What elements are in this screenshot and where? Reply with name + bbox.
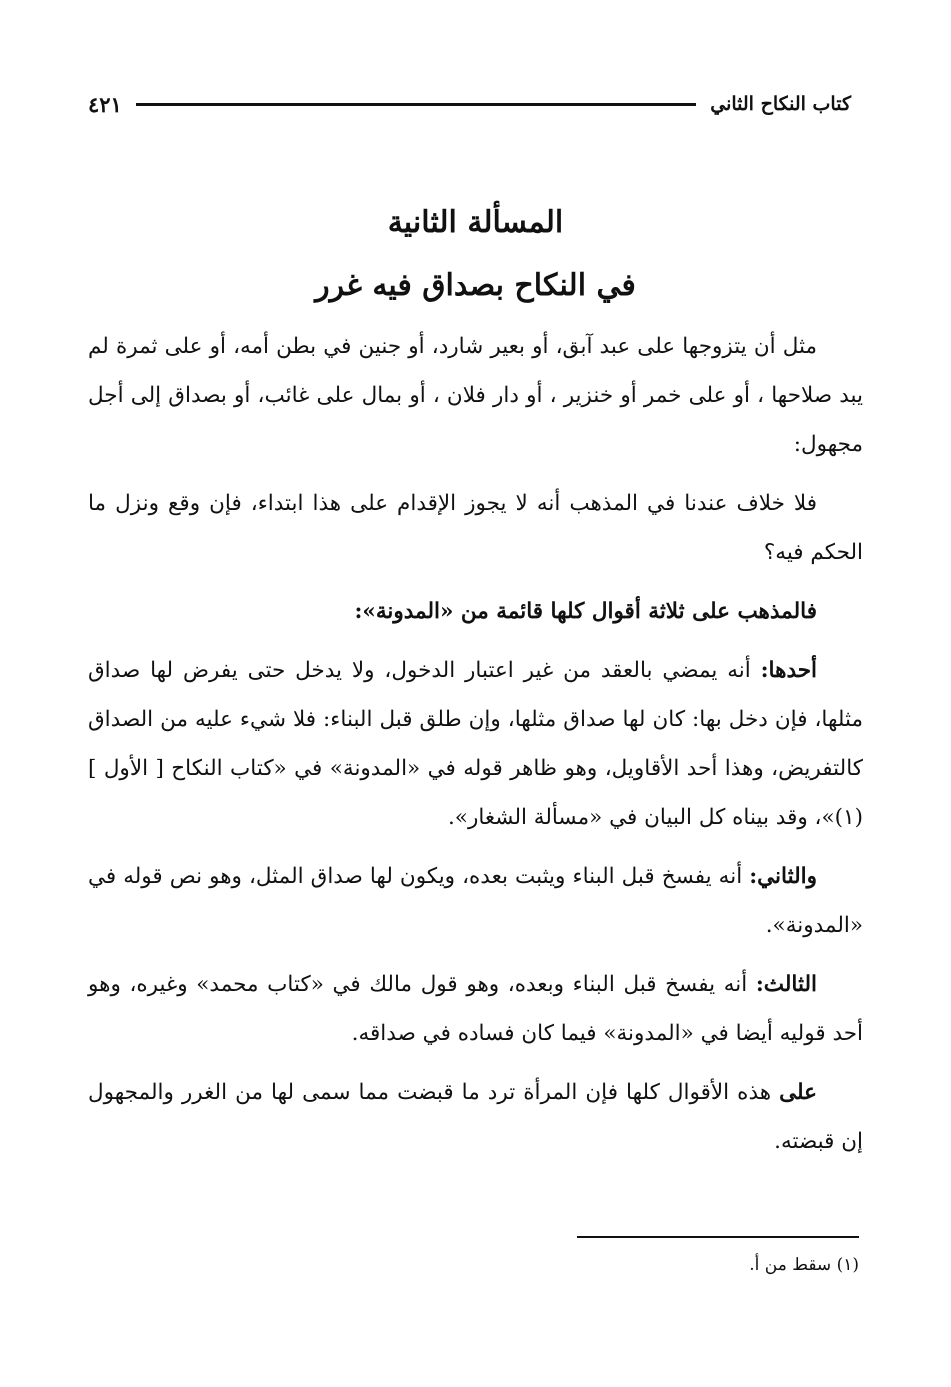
paragraph xyxy=(88,960,863,1058)
paragraph-text: أنه يمضي بالعقد من غير اعتبار الدخول، ولا يدخل حتى يفرض لها صداق مثلها، فإن دخل بها: كان لها صداق مثلها، وإن طلق قبل البناء: فلا شيء عليه من الصداق كالتفريض، وهذا أحد الأقاويل، وهو ظاهر قوله في «المدونة» في «كتاب النكاح [ الأول ](١)»، وقد بيناه كل البيان في «مسألة الشغار». xyxy=(88,658,863,830)
paragraph xyxy=(88,1068,863,1166)
paragraph-lead: والثاني: xyxy=(749,864,817,889)
footnote: (١) سقط من أ. xyxy=(749,1255,859,1275)
header-rule xyxy=(136,103,696,106)
body-text xyxy=(88,322,863,1176)
chapter-title: المسألة الثانية xyxy=(387,205,564,240)
paragraph-lead: على xyxy=(779,1080,817,1105)
chapter-subtitle: في النكاح بصداق فيه غرر xyxy=(315,268,636,303)
paragraph-text: فلا خلاف عندنا في المذهب أنه لا يجوز الإقدام على هذا ابتداء، فإن وقع ونزل ما الحكم فيه؟ xyxy=(88,491,863,565)
page-number: ٤٢١ xyxy=(88,91,122,117)
paragraph xyxy=(88,646,863,842)
paragraph xyxy=(88,322,863,469)
paragraph xyxy=(88,587,863,636)
paragraph xyxy=(88,852,863,950)
footnote-rule xyxy=(577,1236,859,1238)
paragraph-text: هذه الأقوال كلها فإن المرأة ترد ما قبضت مما سمى لها من الغرر والمجهول إن قبضته. xyxy=(88,1080,863,1154)
paragraph-lead: الثالث: xyxy=(755,972,817,997)
paragraph-text: أنه يفسخ قبل البناء وبعده، وهو قول مالك في «كتاب محمد» وغيره، وهو أحد قوليه أيضا في «المدونة» فيما كان فساده في صداقه. xyxy=(88,972,863,1046)
paragraph-text: أنه يفسخ قبل البناء ويثبت بعده، ويكون لها صداق المثل، وهو نص قوله في «المدونة». xyxy=(88,864,863,938)
paragraph xyxy=(88,479,863,577)
paragraph-emphasis: فالمذهب على ثلاثة أقوال كلها قائمة من «المدونة»: xyxy=(354,599,817,624)
header-title: كتاب النكاح الثاني xyxy=(710,93,851,115)
paragraph-lead: أحدها: xyxy=(760,658,817,683)
paragraph-text: مثل أن يتزوجها على عبد آبق، أو بعير شارد، أو جنين في بطن أمه، أو على ثمرة لم يبد صلاحها ، أو على خمر أو خنزير ، أو دار فلان ، أو بمال على غائب، أو بصداق إلى أجل مجهول: xyxy=(88,334,863,457)
running-header xyxy=(88,86,851,122)
